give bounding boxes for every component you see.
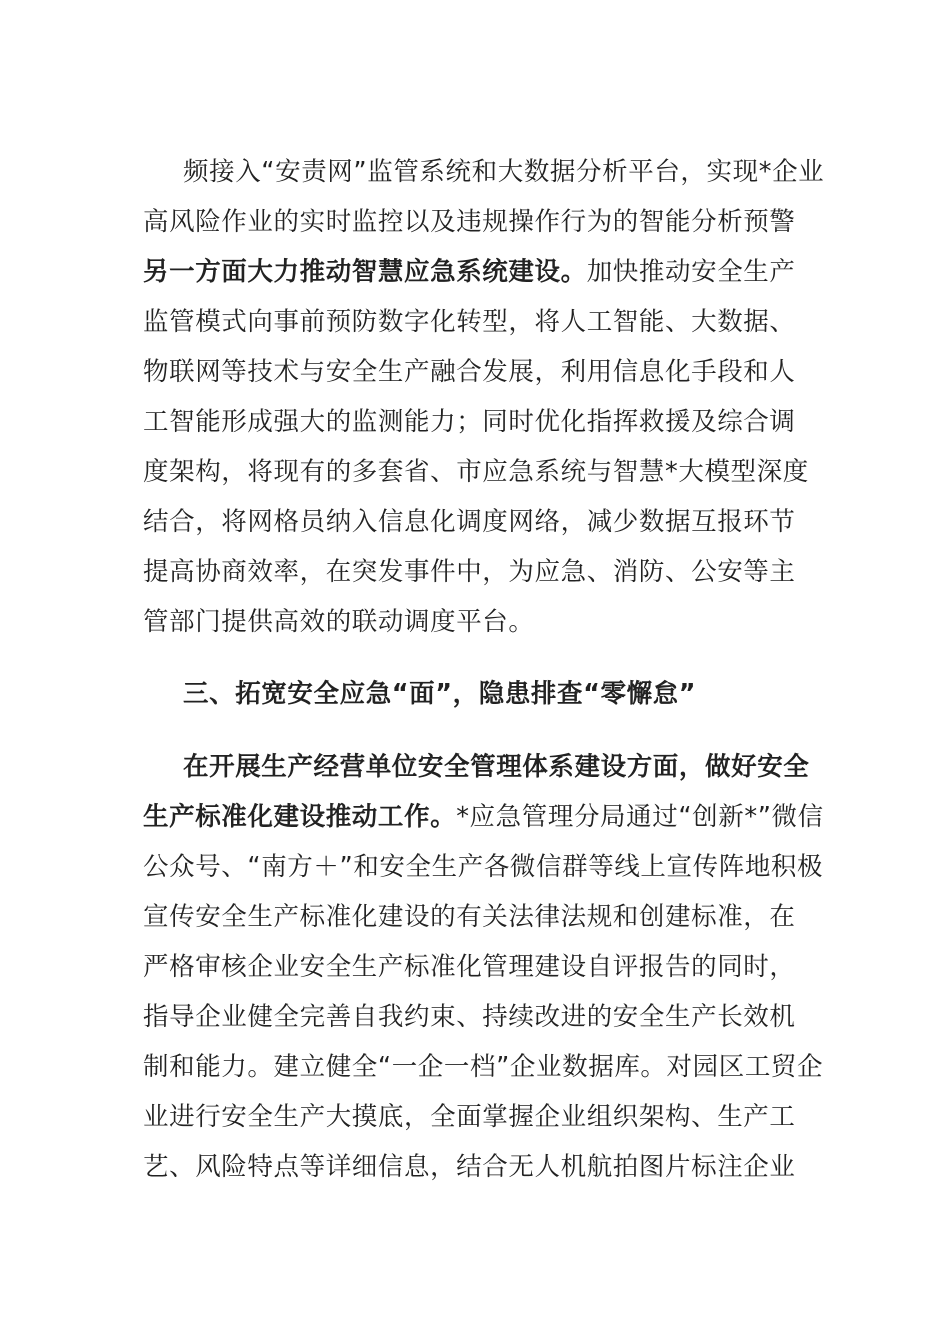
text-span: *应急管理分局通过“创新*”微信 [456,802,824,832]
heading-text: 三、拓宽安全应急“面”，隐患排查“零懈怠” [183,679,697,709]
text-span: 加快推动安全生产 [586,257,796,287]
bold-lead-text: 生产标准化建设推动工作。 [143,802,457,832]
text-line: 物联网等技术与安全生产融合发展，利用信息化手段和人 [143,357,796,387]
text-line: 监管模式向事前预防数字化转型，将人工智能、大数据、 [143,307,796,337]
text-line: 工智能形成强大的监测能力；同时优化指挥救援及综合调 [143,407,796,437]
bold-lead-text: 另一方面大力推动智慧应急系统建设。 [143,257,587,287]
text-line: 提高协商效率，在突发事件中，为应急、消防、公安等主 [143,557,796,587]
text-line: 制和能力。建立健全“一企一档”企业数据库。对园区工贸企 [143,1052,824,1082]
text-line: 宣传安全生产标准化建设的有关法律法规和创建标准，在 [143,902,796,932]
bold-lead-text: 在开展生产经营单位安全管理体系建设方面，做好安全 [183,752,810,782]
text-line: 业进行安全生产大摸底，全面掌握企业组织架构、生产工 [143,1102,796,1132]
text-line: 公众号、“南方＋”和安全生产各微信群等线上宣传阵地积极 [143,852,824,882]
text-line: 度架构，将现有的多套省、市应急系统与智慧*大模型深度 [143,457,809,487]
text-line [143,255,813,289]
text-line: 结合，将网格员纳入信息化调度网络，减少数据互报环节 [143,507,796,537]
text-line: 管部门提供高效的联动调度平台。 [143,607,535,637]
text-line: 严格审核企业安全生产标准化管理建设自评报告的同时， [143,952,796,982]
text-line: 指导企业健全完善自我约束、持续改进的安全生产长效机 [143,1002,796,1032]
text-line: 艺、风险特点等详细信息，结合无人机航拍图片标注企业 [143,1152,796,1182]
text-line: 频接入“安责网”监管系统和大数据分析平台，实现*企业 [183,157,825,187]
text-line: 高风险作业的实时监控以及违规操作行为的智能分析预警 [143,207,796,237]
text-line [143,800,824,834]
